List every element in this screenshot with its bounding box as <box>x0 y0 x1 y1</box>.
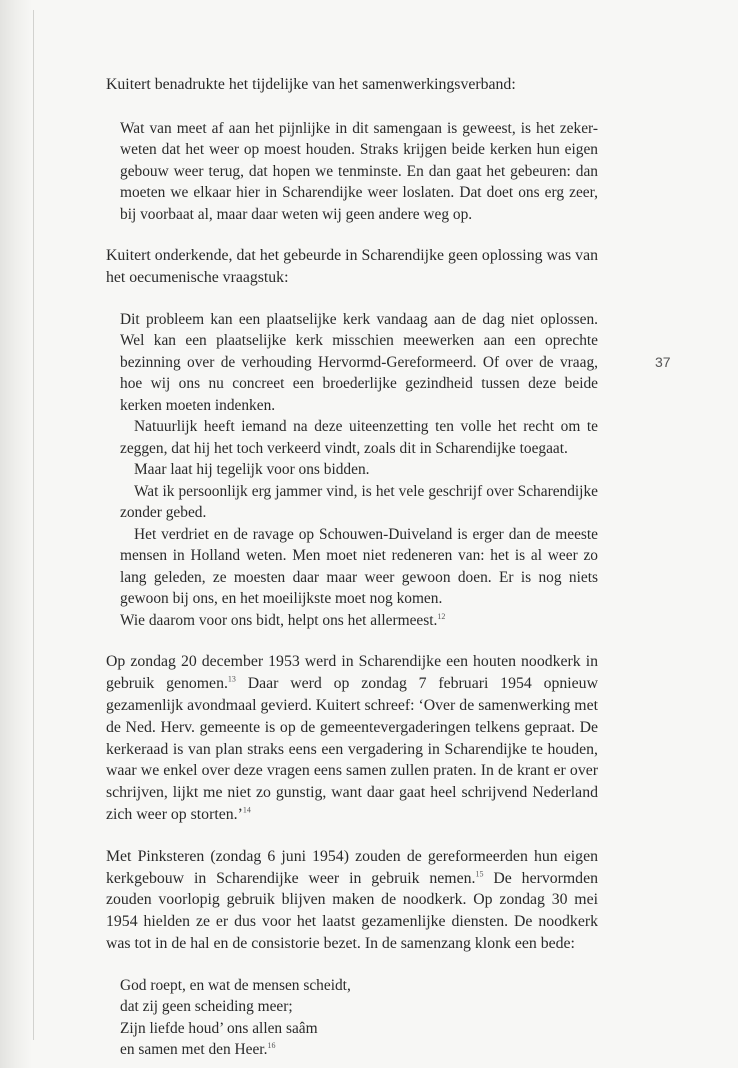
binding-edge <box>33 10 34 1040</box>
quote-paragraph: Natuurlijk heeft iemand na deze uiteenzetting ten volle het recht om te zeggen, dat hij het toch verkeerd vindt, zoals dit in Scharendijke toegaat. <box>120 418 598 457</box>
verse-line: dat zij geen scheiding meer; <box>120 998 293 1016</box>
footnote-marker[interactable]: 13 <box>227 674 236 684</box>
footnote-marker[interactable]: 15 <box>475 869 484 879</box>
footnote-marker[interactable]: 12 <box>437 611 446 621</box>
quote-paragraph: Het verdriet en de ravage op Schouwen-Duiveland is erger dan de meeste mensen in Holland weten. Men moet niet redeneren van: het is al weer zo lang geleden, ze moesten daar maar weer gewoon doen. Er is nog niets gewoon bij ons, en het moeilijkste moet nog komen. <box>120 525 598 608</box>
quote-paragraph: Dit probleem kan een plaatselijke kerk vandaag aan de dag niet oplossen. Wel kan een plaatselijke kerk misschien meewerken aan een oprechte bezinning over de verhouding Hervormd-Gereformeerd. Of over de vraag, hoe wij ons nu concreet een broederlijke gezindheid tussen deze beide kerken moeten indenken. <box>120 310 598 414</box>
verse-line: God roept, en wat de mensen scheidt, <box>120 976 351 994</box>
block-quote-1: Wat van meet af aan het pijnlijke in dit samengaan is geweest, is het zeker-weten dat het weer op moest houden. Straks krijgen beide kerken hun eigen gebouw weer terug, dat hopen we tenminste. En dan gaat het gebeuren: dan moeten we elkaar hier in Scharendijke weer loslaten. Dat doet ons erg zeer, bij voorbaat al, maar daar weten wij geen andere weg op. <box>120 119 598 223</box>
intro-paragraph-2: Kuitert onderkende, dat het gebeurde in Scharendijke geen oplossing was van het oecumenische vraagstuk: <box>106 247 598 287</box>
body-paragraph-3: Op zondag 20 december 1953 werd in Scharendijke een houten noodkerk in gebruik genomen.$^{13}$ Daar werd op zondag 7 februari 1954 opnieuw gezamenlijk avondmaal gevierd. Kuitert schreef: ‘Over de samenwerking met de Ned. Herv. gemeente is op de gemeentevergaderingen telkens gepraat. De kerkeraad is van plan straks eens een vergadering in Scharendijke te houden, waar we enkel over deze vragen eens samen zullen praten. In de krant er over schrijven, lijkt me niet zo gunstig, want daar gaat heel schrijvend Nederland zich weer op storten.’$^{14}$ <box>106 653 598 823</box>
body-paragraph-4: Met Pinksteren (zondag 6 juni 1954) zouden de gereformeerden hun eigen kerkgebouw in Scharendijke weer in gebruik nemen.$^{15}$ De hervormden zouden voorlopig gebruik blijven maken de noodkerk. Op zondag 30 mei 1954 hielden ze er dus voor het laatst gezamenlijke diensten. De noodkerk was tot in de hal en de consistorie bezet. In de samenzang klonk een bede: <box>106 847 598 952</box>
footnote-marker[interactable]: 16 <box>267 1041 276 1051</box>
intro-paragraph-1: Kuitert benadrukte het tijdelijke van het samenwerkingsverband: <box>106 76 516 93</box>
page-number: 37 <box>655 354 671 370</box>
footnote-marker[interactable]: 14 <box>242 805 251 815</box>
block-quote-2 <box>106 309 598 632</box>
quote-paragraph: Wie daarom voor ons bidt, helpt ons het allermeest.$^{12}$ <box>120 611 446 629</box>
page-gutter <box>0 0 32 1068</box>
verse-line: Zijn liefde houd’ ons allen saâm <box>120 1019 318 1037</box>
verse-line: en samen met den Heer.$^{16}$ <box>120 1041 276 1059</box>
page-body <box>106 74 598 1061</box>
quote-paragraph: Maar laat hij tegelijk voor ons bidden. <box>134 461 370 479</box>
quote-paragraph: Wat ik persoonlijk erg jammer vind, is het vele geschrijf over Scharendijke zonder gebed. <box>120 482 598 522</box>
hymn-verse <box>120 975 598 1061</box>
